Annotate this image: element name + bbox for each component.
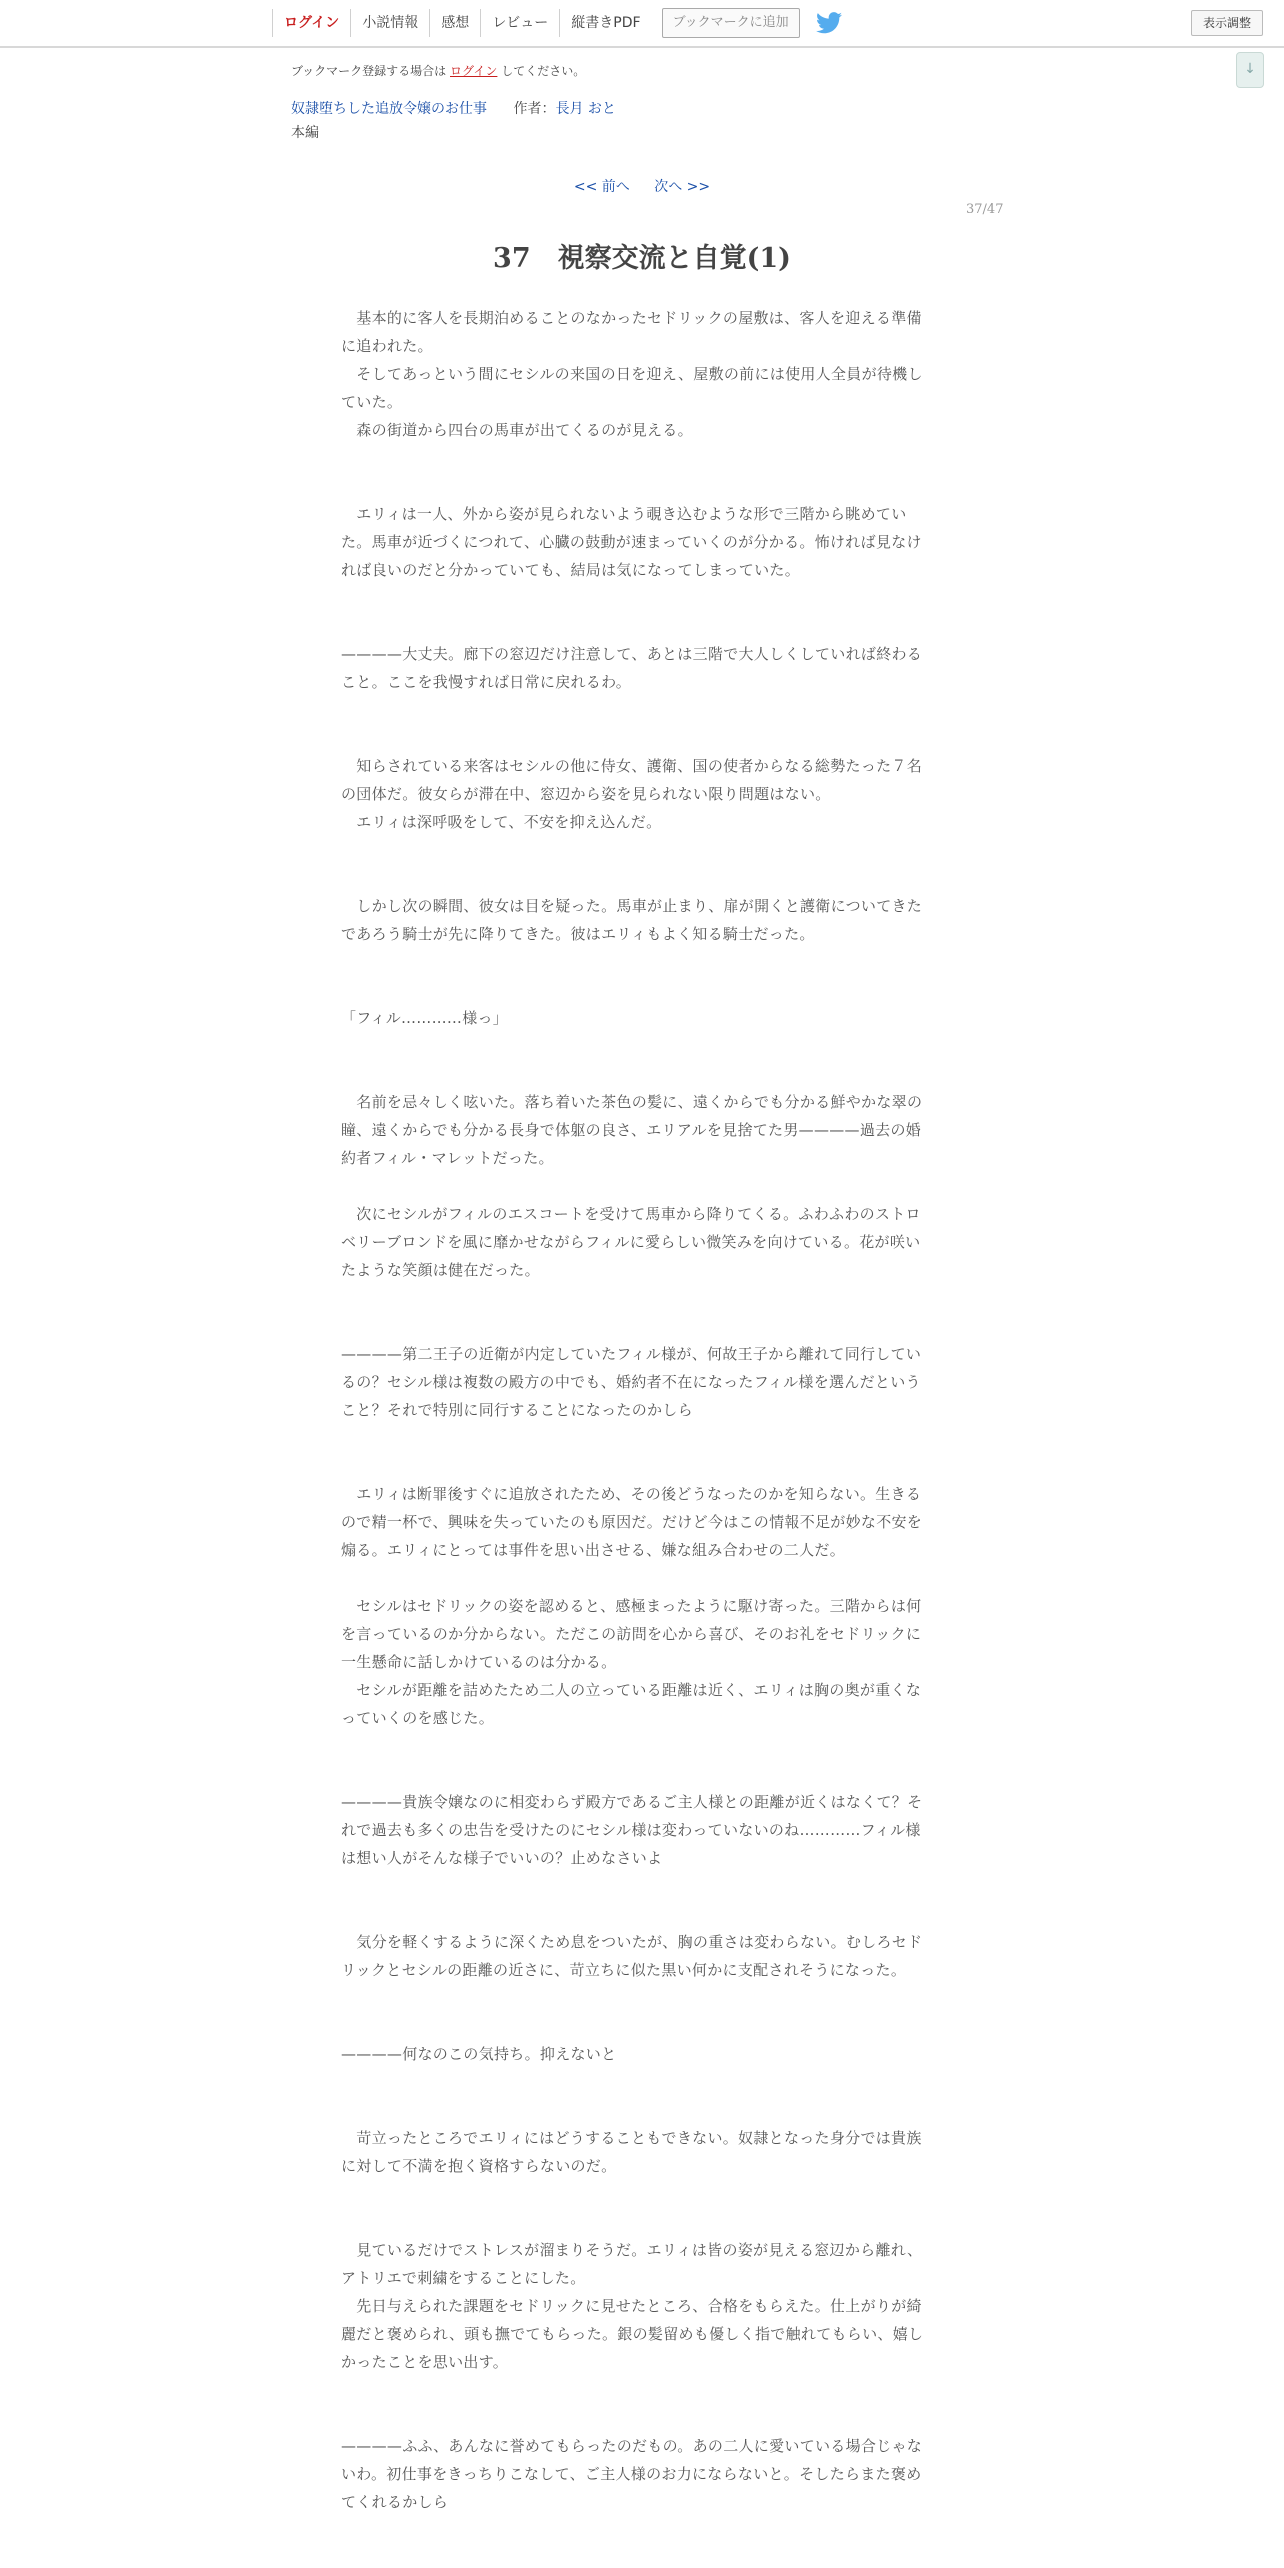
bookmark-notice-after: してください。 <box>501 64 586 78</box>
blank-line <box>341 2096 935 2124</box>
blank-line <box>341 1900 935 1928</box>
blank-line <box>341 1172 935 1200</box>
body-paragraph: 見ているだけでストレスが溜まりそうだ。エリィは皆の姿が見える窓辺から離れ、アトリエで刺繍をすることにした。 先日与えられた課題をセドリックに見せたところ、合格をもらえた。仕上がりが綺麗だと褒められ、頭も撫でてもらった。銀の髪留めも優しく指で触れてもらい、嬉しかったことを思い出す。 <box>341 2241 924 2371</box>
blank-line <box>341 1032 935 1060</box>
blank-line <box>341 612 935 640</box>
blank-line <box>341 1284 935 1312</box>
blank-line <box>341 948 935 976</box>
blank-line <box>341 1984 935 2012</box>
body-paragraph: エリィは一人、外から姿が見られないよう覗き込むような形で三階から眺めていた。馬車が近づくにつれて、心臓の鼓動が速まっていくのが分かる。怖ければ見なければ良いのだと分かっていても、結局は気になってしまっていた。 <box>341 505 922 579</box>
blank-line <box>341 1060 935 1088</box>
blank-line <box>341 1760 935 1788</box>
blank-line <box>341 2404 935 2432</box>
blank-line <box>341 976 935 1004</box>
body-paragraph: ————第二王子の近衛が内定していたフィル様が、何故王子から離れて同行しているの？セシル様は複数の殿方の中でも、婚約者不在になったフィル様を選んだということ？それで特別に同行することになったのかしら <box>341 1345 922 1419</box>
blank-line <box>341 2068 935 2096</box>
body-paragraph: ————貴族令嬢なのに相変わらず殿方であるご主人様との距離が近くはなくて？それで過去も多くの忠告を受けたのにセシル様は変わっていないのね…………フィル様は想い人がそんな様子でいいの？止めなさいよ <box>341 1793 923 1867</box>
author-link[interactable]: 長月 おと <box>555 101 616 117</box>
author-label: 作者： <box>513 101 556 117</box>
body-paragraph: 次にセシルがフィルのエスコートを受けて馬車から降りてくる。ふわふわのストロベリーブロンドを風に靡かせながらフィルに愛らしい微笑みを向けている。花が咲いたような笑顔は健在だった。 <box>341 1205 921 1279</box>
blank-line <box>341 1452 935 1480</box>
display-adjust-button[interactable]: 表示調整 <box>1191 10 1263 36</box>
bookmark-login-link[interactable]: ログイン <box>450 64 498 78</box>
blank-line <box>341 836 935 864</box>
chapter-group-label: 本編 <box>291 125 319 141</box>
top-navigation-bar <box>0 0 1284 48</box>
next-chapter-link[interactable]: 次へ >> <box>654 179 711 195</box>
body-paragraph: 知らされている来客はセシルの他に侍女、護衛、国の使者からなる総勢たった７名の団体だ。彼女らが滞在中、窓辺から姿を見られない限り問題はない。 エリィは深呼吸をして、不安を抑え込んだ。 <box>341 757 923 831</box>
blank-line <box>341 2376 935 2404</box>
blank-line <box>341 1872 935 1900</box>
body-paragraph: 苛立ったところでエリィにはどうすることもできない。奴隷となった身分では貴族に対して不満を抱く資格すらないのだ。 <box>341 2129 922 2175</box>
blank-line <box>341 724 935 752</box>
chapter-title: 37 視察交流と自覚(1) <box>493 243 791 274</box>
novel-info-link[interactable]: 小説情報 <box>350 9 429 37</box>
review-link[interactable]: レビュー <box>480 9 559 37</box>
main-nav <box>272 0 842 46</box>
blank-line <box>341 472 935 500</box>
bookmark-notice <box>291 62 585 79</box>
login-link[interactable]: ログイン <box>272 9 350 37</box>
scroll-down-button[interactable] <box>1236 52 1264 88</box>
blank-line <box>341 1564 935 1592</box>
blank-line <box>341 2012 935 2040</box>
page-count: 37/47 <box>966 202 1004 217</box>
body-paragraph: 基本的に客人を長期泊めることのなかったセドリックの屋敷は、客人を迎える準備に追われた。 そしてあっという間にセシルの来国の日を迎え、屋敷の前には使用人全員が待機していた。 森の街道から四台の馬車が出てくるのが見える。 <box>341 309 923 439</box>
body-paragraph: エリィは断罪後すぐに追放されたため、その後どうなったのかを知らない。生きるので精一杯で、興味を失っていたのも原因だ。だけど今はこの情報不足が妙な不安を煽る。エリィにとっては事件を思い出させる、嫌な組み合わせの二人だ。 <box>341 1485 923 1559</box>
vertical-pdf-link[interactable]: 縦書きPDF <box>559 9 651 37</box>
blank-line <box>341 1424 935 1452</box>
body-paragraph: セシルはセドリックの姿を認めると、感極まったように駆け寄った。三階からは何を言っているのか分からない。ただこの訪問を心から喜び、そのお礼をセドリックに一生懸命に話しかけているのは分かる。 セシルが距離を詰めたため二人の立っている距離は近く、エリィは胸の奥が重くなっていくのを感じた。 <box>341 1597 922 1727</box>
novel-header <box>291 98 616 118</box>
pager <box>0 176 1284 196</box>
body-paragraph: 気分を軽くするように深くため息をついたが、胸の重さは変わらない。むしろセドリックとセシルの距離の近さに、苛立ちに似た黒い何かに支配されそうになった。 <box>341 1933 923 1979</box>
body-paragraph: ————ふふ、あんなに誉めてもらったのだもの。あの二人に愛いている場合じゃないわ。初仕事をきっちりこなして、ご主人様のお力にならないと。そしたらまた褒めてくれるかしら <box>341 2437 923 2511</box>
bookmark-notice-before: ブックマーク登録する場合は <box>291 64 447 78</box>
twitter-icon[interactable] <box>816 12 842 34</box>
body-paragraph: しかし次の瞬間、彼女は目を疑った。馬車が止まり、扉が開くと護衛についてきたであろう騎士が先に降りてきた。彼はエリィもよく知る騎士だった。 <box>341 897 923 943</box>
blank-line <box>341 864 935 892</box>
novel-body <box>341 304 935 2516</box>
novel-title-link[interactable]: 奴隷堕ちした追放令嬢のお仕事 <box>291 101 487 117</box>
blank-line <box>341 444 935 472</box>
blank-line <box>341 2208 935 2236</box>
body-paragraph: 名前を忌々しく呟いた。落ち着いた茶色の髪に、遠くからでも分かる鮮やかな翠の瞳、遠くからでも分かる長身で体躯の良さ、エリアルを見捨てた男————過去の婚約者フィル・マレットだった。 <box>341 1093 923 1167</box>
add-bookmark-button[interactable]: ブックマークに追加 <box>662 8 800 38</box>
arrow-down-icon: ↓ <box>1244 61 1256 77</box>
blank-line <box>341 1732 935 1760</box>
body-paragraph: ————何なのこの気持ち。抑えないと <box>341 2045 617 2063</box>
blank-line <box>341 2180 935 2208</box>
blank-line <box>341 696 935 724</box>
blank-line <box>341 584 935 612</box>
body-paragraph: ————大丈夫。廊下の窓辺だけ注意して、あとは三階で大人しくしていれば終わること。ここを我慢すれば日常に戻れるわ。 <box>341 645 923 691</box>
body-paragraph: 「フィル…………様っ」 <box>341 1009 509 1027</box>
impressions-link[interactable]: 感想 <box>429 9 480 37</box>
prev-chapter-link[interactable]: << 前へ <box>573 179 630 195</box>
blank-line <box>341 1312 935 1340</box>
